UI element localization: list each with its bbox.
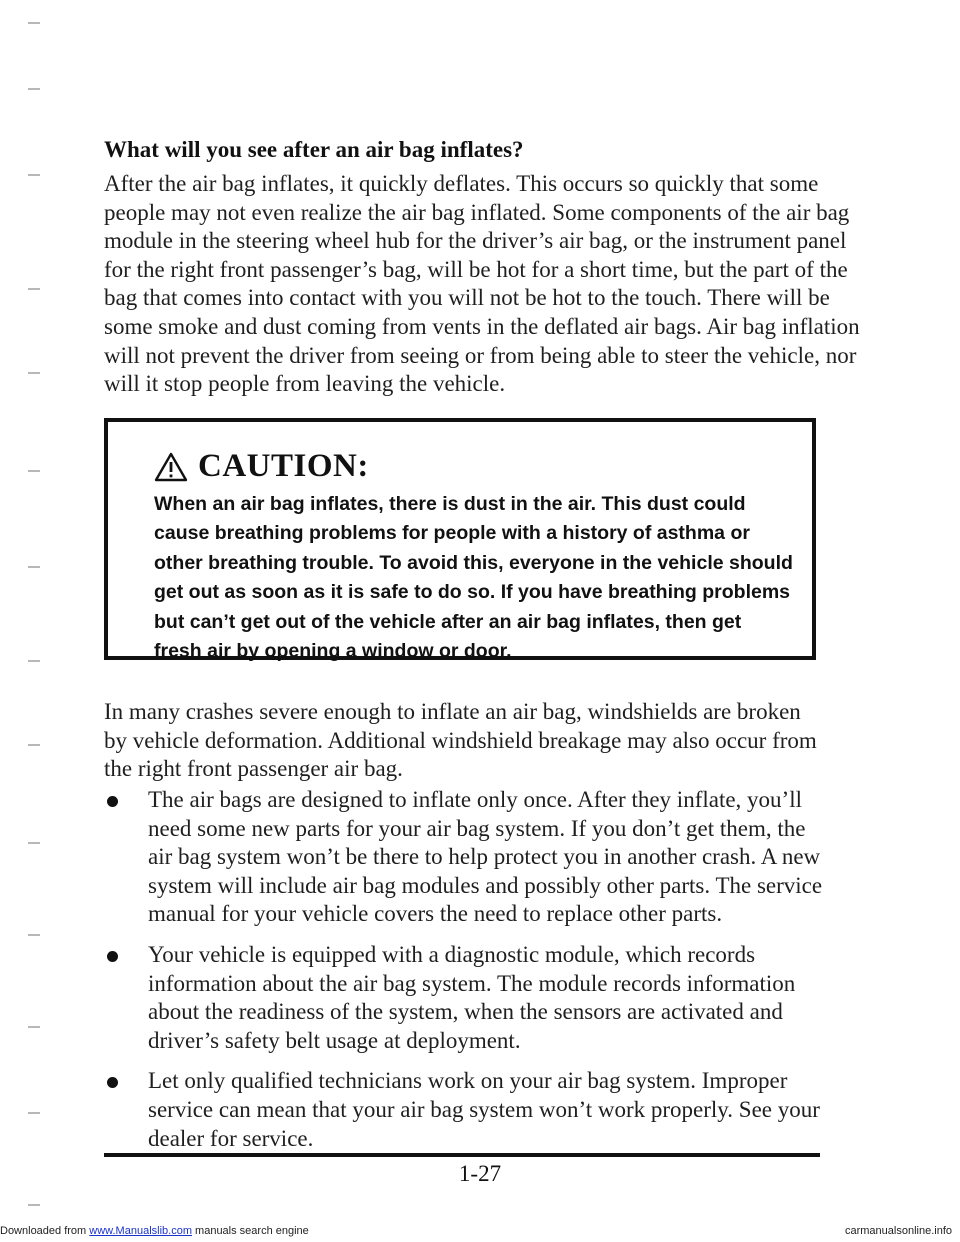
bullet-text: Let only qualified technicians work on your air bag system. Improper service can mean that your air bag system won’t work properly. See your dealer for service. [148,1068,820,1151]
bullet-list [104,786,834,1153]
caution-label: CAUTION: [198,448,369,484]
footer-prefix: Downloaded from [0,1225,90,1237]
bullet-item [104,1067,834,1153]
body-paragraph: In many crashes severe enough to inflate an air bag, windshields are broken by vehicle deformation. Additional windshield breakage may also occur from the right front passenger air bag. [104,699,817,782]
section-heading: What will you see after an air bag inflates? [104,137,524,162]
footer-suffix: manuals search engine [191,1225,309,1237]
caution-title [154,448,369,485]
margin-ticks [28,0,42,1242]
bullet-item [104,786,834,929]
bullet-text: The air bags are designed to inflate only once. After they inflate, you’ll need some new parts for your air bag system. If you don’t get them, the air bag system won’t be there to help protect you in another crash. A new system will include air bag modules and possibly other parts. The service manual for your vehicle covers the need to replace other parts. [148,787,823,927]
bullet-dot-icon [107,951,118,962]
bullet-dot-icon [107,796,118,807]
intro-paragraph: After the air bag inflates, it quickly deflates. This occurs so quickly that some people may not even realize the air bag inflated. Some components of the air bag module in the steering wheel hub for the driver’s air bag, or the instrument panel for the right front passenger’s bag, will be hot for a short time, but the part of the bag that comes into contact with you will not be hot to the touch. There will be some smoke and dust coming from vents in the deflated air bags. Air bag inflation will not prevent the driver from seeing or from being able to steer the vehicle, nor will it stop people from leaving the vehicle. [104,171,860,397]
page-number: 1-27 [458,1161,502,1186]
footer-rule [104,1153,820,1157]
caution-text: When an air bag inflates, there is dust in the air. This dust could cause breathing problems for people with a history of asthma or other breathing trouble. To avoid this, everyone in the vehicle should get out as soon as it is safe to do so. If you have breathing problems but can’t get out of the vehicle after an air bag inflates, then get fresh air by opening a window or door. [154,493,793,663]
caution-box [104,418,816,663]
download-footer [0,1225,309,1237]
bullet-dot-icon [107,1077,118,1088]
bullet-text: Your vehicle is equipped with a diagnostic module, which records information about the air bag system. The module records information about the readiness of the system, when the sensors are activated and driver’s safety belt usage at deployment. [148,941,796,1053]
footer-watermark: carmanualsonline.info [844,1225,952,1237]
warning-triangle-icon [154,452,188,482]
manualslib-link[interactable]: www.Manualslib.com [89,1225,192,1237]
bullet-item [104,941,834,1055]
